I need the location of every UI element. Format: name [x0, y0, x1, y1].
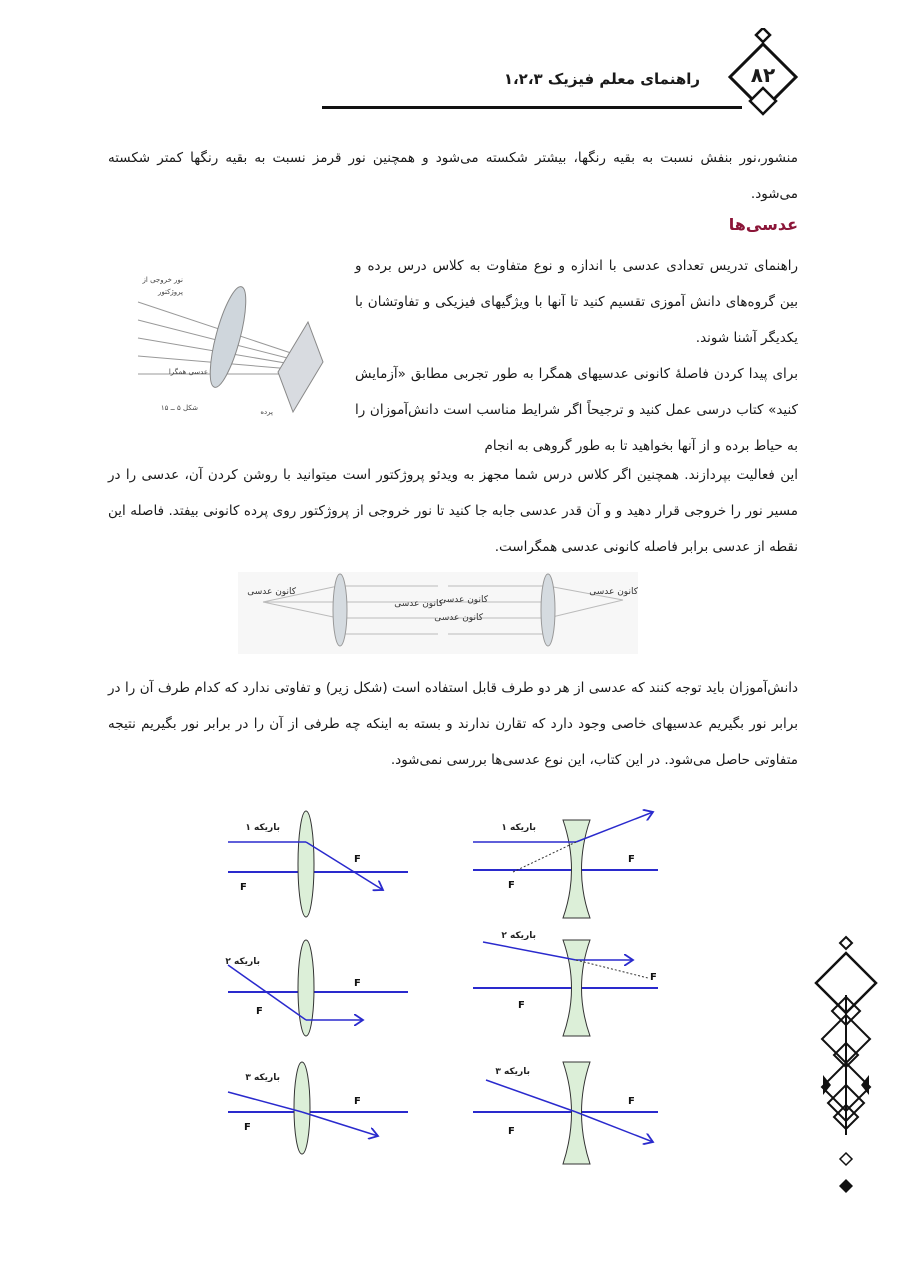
focus-label-6a: F — [628, 1096, 635, 1107]
focus-label-2b: F — [508, 880, 515, 891]
convex-diagram-3 — [228, 1062, 408, 1154]
label-screen: پرده — [260, 408, 273, 416]
label-lens: عدسی همگرا — [168, 368, 208, 376]
beam2-label-b: باریکه ۲ — [501, 931, 536, 941]
header-rule — [322, 106, 742, 109]
label-light-2: پروژکتور — [157, 288, 183, 296]
beam3-label-a: باریکه ۳ — [245, 1073, 280, 1083]
lens-paragraph-4: دانش‌آموزان باید توجه کنند که عدسی از هر دو طرف قابل استفاده است (شکل زیر) و تفاوتی ندارد که کدام طرف آن را در برابر نور بگیریم عدسیهای خاصی وجود دارد که تقارن ندارند و بسته به اینکه چه طرفی از آن را در برابر نور بگیریم نتیجه متفاوتی حاصل می‌شود. در این کتاب، این نوع عدسی‌ها بررسی نمی‌شود. — [108, 680, 798, 768]
side-ornament — [808, 935, 888, 1200]
beam2-label-a: باریکه ۲ — [225, 957, 260, 967]
focal-point-figure — [238, 572, 638, 654]
ray-diagrams — [218, 800, 678, 1180]
focus-label-left: کانون عدسی — [247, 587, 296, 597]
lens-paragraph-1: راهنمای تدریس تعدادی عدسی با اندازه و نوع متفاوت به کلاس درس برده و بین گروه‌های دانش آموزی تقسیم کنید تا آنها با ویژگیهای فیزیکی و تفاوتشان با یکدیگر آشنا شوند. — [355, 258, 798, 346]
focus-label-5b: F — [244, 1122, 251, 1133]
focus-lens-right — [541, 574, 555, 646]
focus-label-2a: F — [628, 854, 635, 865]
focus-label-4a: F — [650, 972, 657, 983]
section-heading: عدسی‌ها — [728, 215, 798, 234]
label-light: نور خروجی از — [142, 276, 183, 284]
convex-diagram-1 — [228, 811, 408, 917]
beam3-label-b: باریکه ۳ — [495, 1067, 530, 1077]
focus-label-3b: F — [256, 1006, 263, 1017]
beam1-label-b: باریکه ۱ — [501, 823, 536, 833]
concave-diagram-1 — [473, 812, 658, 918]
figure-caption: شکل ۵ ــ ۱۵ — [160, 404, 198, 412]
focus-label-3a: F — [354, 978, 361, 989]
focus-label-1a: F — [354, 854, 361, 865]
concave-diagram-2 — [473, 931, 658, 1036]
focus-label-1b: F — [240, 882, 247, 893]
projector-lens-figure — [128, 262, 338, 432]
page-number: ۸۲ — [750, 63, 776, 87]
focus-label-center-b: کانون عدسی — [439, 595, 488, 605]
focus-label-6b: F — [508, 1126, 515, 1137]
intro-paragraph: منشور،نور بنفش نسبت به بقیه رنگها، بیشتر شکسته می‌شود و همچنین نور قرمز نسبت به بقیه رنگها کمتر شکسته می‌شود. — [108, 150, 798, 202]
focus-label-4b: F — [518, 1000, 525, 1011]
focus-label-5a: F — [354, 1096, 361, 1107]
focus-label-right: کانون عدسی — [589, 587, 638, 597]
page-header — [0, 0, 900, 120]
lens-paragraph-2: برای پیدا کردن فاصلهٔ کانونی عدسیهای همگرا به طور تجربی مطابق «آزمایش کنید» کتاب درسی عمل کنید و ترجیحاً اگر شرایط مناسب است دانش‌آموزان را به حیاط برده و از آنها بخواهید تا به طور گروهی به انجام — [355, 366, 798, 454]
focus-lens-left — [333, 574, 347, 646]
lens-paragraph-3: این فعالیت بپردازند. همچنین اگر کلاس درس شما مجهز به ویدئو پروژکتور است میتوانید با روشن کردن آن، عدسی را در مسیر نور را خروجی قرار دهید و و آن قدر عدسی جابه جا کنید تا نور خروجی از پروژکتور روی پرده کانونی بیفتد. فاصله این نقطه از عدسی برابر فاصله کانونی عدسی همگراست. — [108, 467, 798, 555]
focus-label-center-c: کانون عدسی — [434, 613, 483, 623]
convex-diagram-2 — [225, 940, 408, 1036]
header-title: راهنمای معلم فیزیک ۱،۲،۳ — [503, 70, 700, 88]
beam1-label-a: باریکه ۱ — [245, 823, 280, 833]
concave-diagram-3 — [473, 1062, 658, 1164]
focus-label-center-a: کانون عدسی — [394, 599, 443, 609]
